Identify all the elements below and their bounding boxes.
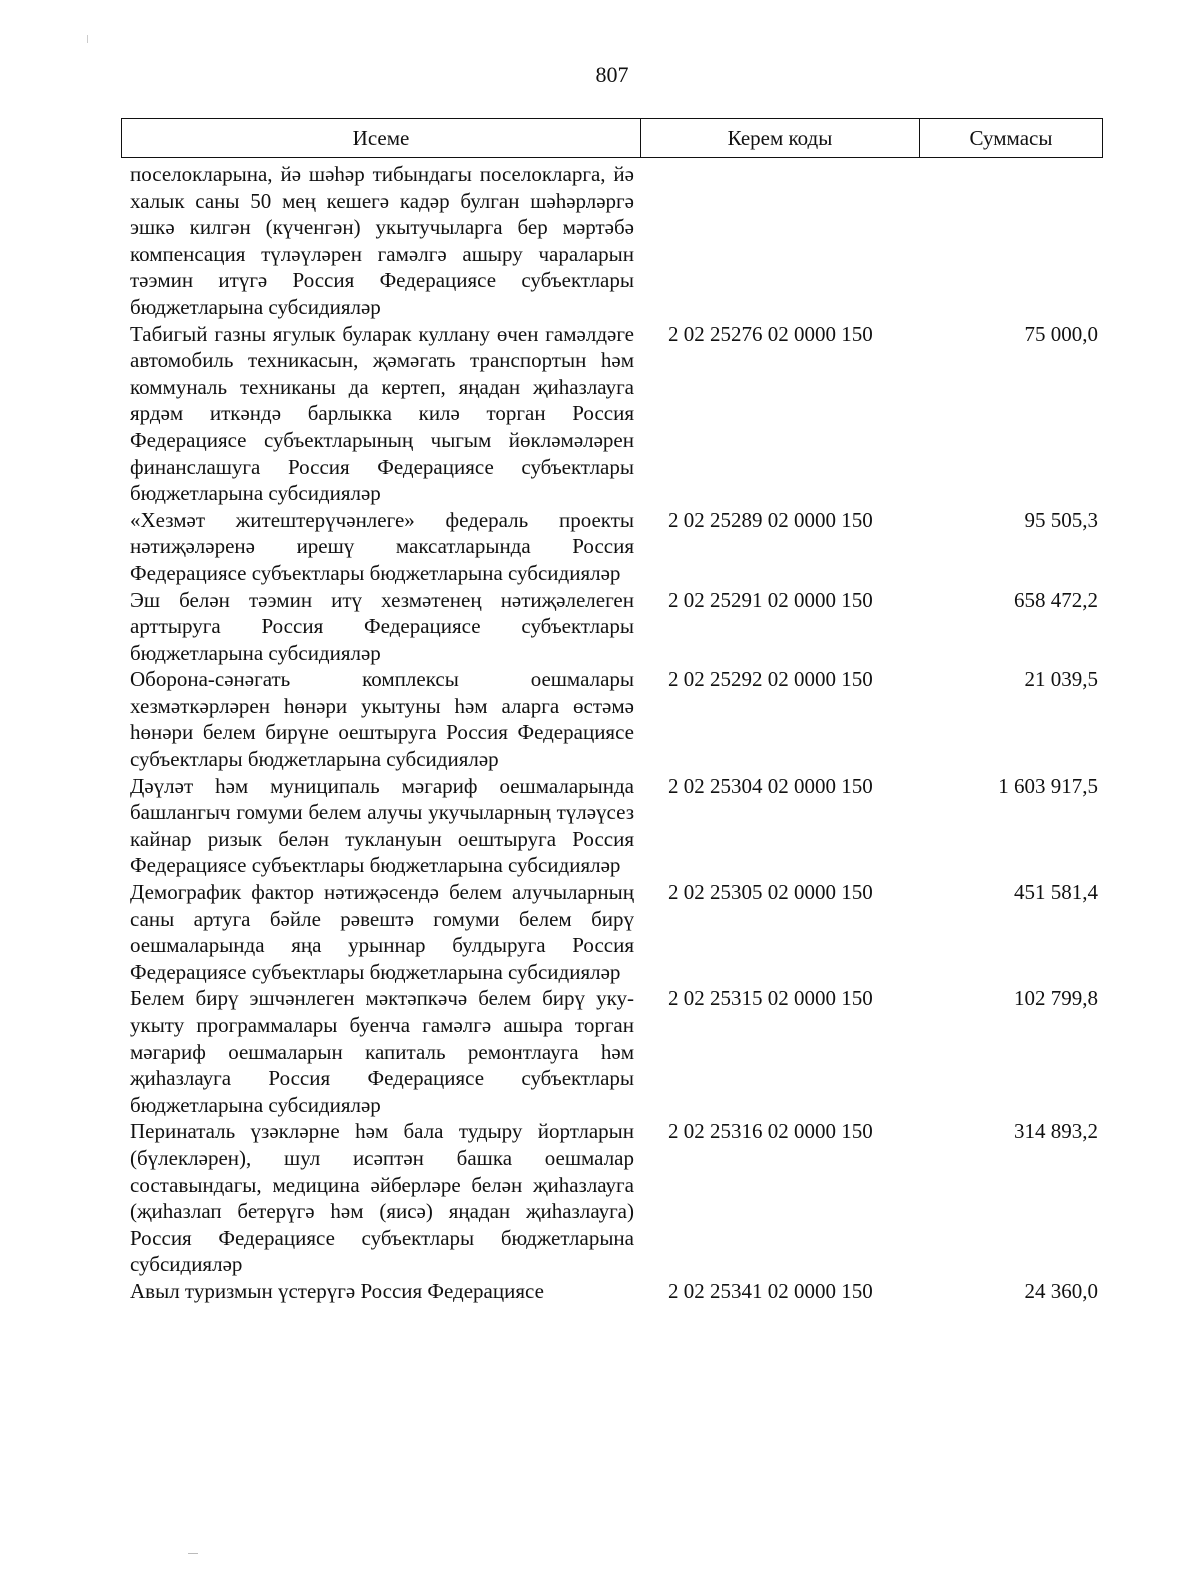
row-sum: 95 505,3 — [1024, 507, 1098, 532]
row-name: «Хезмәт житештерүчәнлеге» федераль проекты нәтиҗәләренә ирешү максатларында Россия Федерациясе субъектлары бюджетларына субсидияләр — [130, 507, 634, 585]
row-sum: 21 039,5 — [1024, 667, 1098, 692]
scan-mark — [87, 35, 88, 43]
table-row — [130, 985, 1102, 1118]
row-sum: 102 799,8 — [1014, 986, 1098, 1011]
row-name: поселокларына, йә шәһәр тибындагы поселокларга, йә халык саны 50 мең кешегә кадәр булган шәһәрләргә эшкә килгән (күченгән) укытучыларга бер мәртәбә компенсация түләүләрен гамәлгә ашыру чараларын тәэмин итүгә Россия Федерациясе субъектлары бюджетларына субсидияләр — [130, 162, 634, 319]
row-sum: 75 000,0 — [1024, 321, 1098, 346]
row-sum: 1 603 917,5 — [998, 773, 1098, 798]
row-name: Дәүләт һәм муниципаль мәгариф оешмаларында башлангыч гомуми белем алучы укучыларның түләүсез кайнар ризык белән туклануын оештыруга Россия Федерациясе субъектлары бюджетларына субсидияләр — [130, 773, 634, 878]
scan-mark — [188, 1553, 198, 1554]
table-body — [130, 161, 1102, 1305]
table-row — [130, 161, 1102, 321]
table-row — [130, 879, 1102, 985]
row-name: Перинаталь үзәкләрне һәм бала тудыру йортларын (бүлекләрен), шул исәптән башка оешмалар составындагы, медицина әйберләре белән җиһазлауга (җиһазлап бетерүгә һәм (яисә) яңадан җиһазлауга) Россия Федерациясе субъектлары бюджетларына субсидияләр — [130, 1119, 634, 1277]
table-row — [130, 507, 1102, 587]
table-row — [130, 587, 1102, 667]
row-code: 2 02 25305 02 0000 150 — [668, 880, 873, 905]
row-name: Оборона-сәнәгать комплексы оешмалары хезмәткәрләрен һөнәри укытуны һәм аларга өстәмә һөнәри белем бирүне оештыруга Россия Федерациясе субъектлары бюджетларына субсидияләр — [130, 667, 634, 772]
table-row — [130, 1118, 1102, 1278]
row-code: 2 02 25292 02 0000 150 — [668, 667, 873, 692]
table-header — [121, 118, 1103, 158]
table-row — [130, 666, 1102, 772]
row-name: Демографик фактор нәтиҗәсендә белем алучыларның саны артуга бәйле рәвештә гомуми белем бирү оешмаларында яңа урыннар булдыруга Россия Федерациясе субъектлары бюджетларына субсидияләр — [130, 880, 634, 984]
table-row — [130, 321, 1102, 507]
page-number: 807 — [595, 62, 629, 87]
row-code: 2 02 25304 02 0000 150 — [668, 773, 873, 798]
row-code — [634, 161, 894, 321]
row-code: 2 02 25341 02 0000 150 — [668, 1278, 873, 1303]
row-code: 2 02 25291 02 0000 150 — [668, 587, 873, 612]
row-name: Белем бирү эшчәнлеген мәктәпкәчә белем бирү уку-укыту программалары буенча гамәлгә ашыра торган мәгариф оешмаларын капиталь ремонтлауга һәм җиһазлауга Россия Федерациясе субъектлары бюджетларына субсидияләр — [130, 986, 634, 1117]
row-sum: 658 472,2 — [1014, 587, 1098, 612]
row-code: 2 02 25276 02 0000 150 — [668, 321, 873, 346]
row-name: Авыл туризмын үстерүгә Россия Федерациясе — [130, 1278, 544, 1303]
row-sum: 451 581,4 — [1014, 880, 1098, 905]
row-name: Эш белән тәэмин итү хезмәтенең нәтиҗәлелеген арттыруга Россия Федерациясе субъектлары бюджетларына субсидияләр — [130, 587, 634, 665]
column-header-code: Керем коды — [641, 119, 920, 157]
column-header-name: Исеме — [122, 119, 641, 157]
table-row — [130, 773, 1102, 879]
table-row — [130, 1278, 1102, 1305]
row-sum: 24 360,0 — [1024, 1278, 1098, 1303]
column-header-sum: Суммасы — [969, 125, 1053, 150]
row-code: 2 02 25316 02 0000 150 — [668, 1119, 873, 1144]
row-sum: 314 893,2 — [1014, 1119, 1098, 1144]
row-code: 2 02 25315 02 0000 150 — [668, 986, 873, 1011]
row-code: 2 02 25289 02 0000 150 — [668, 507, 873, 532]
row-name: Табигый газны ягулык буларак куллану өчен гамәлдәге автомобиль техникасын, җәмәгать транспортын һәм коммуналь техниканы да кертеп, яңадан җиһазлауга ярдәм иткәндә барлыкка килә торган Россия Федерациясе субъектларының чыгым йөкләмәләрен финанслашуга Россия Федерациясе субъектлары бюджетларына субсидияләр — [130, 321, 634, 506]
row-sum — [894, 161, 1102, 321]
